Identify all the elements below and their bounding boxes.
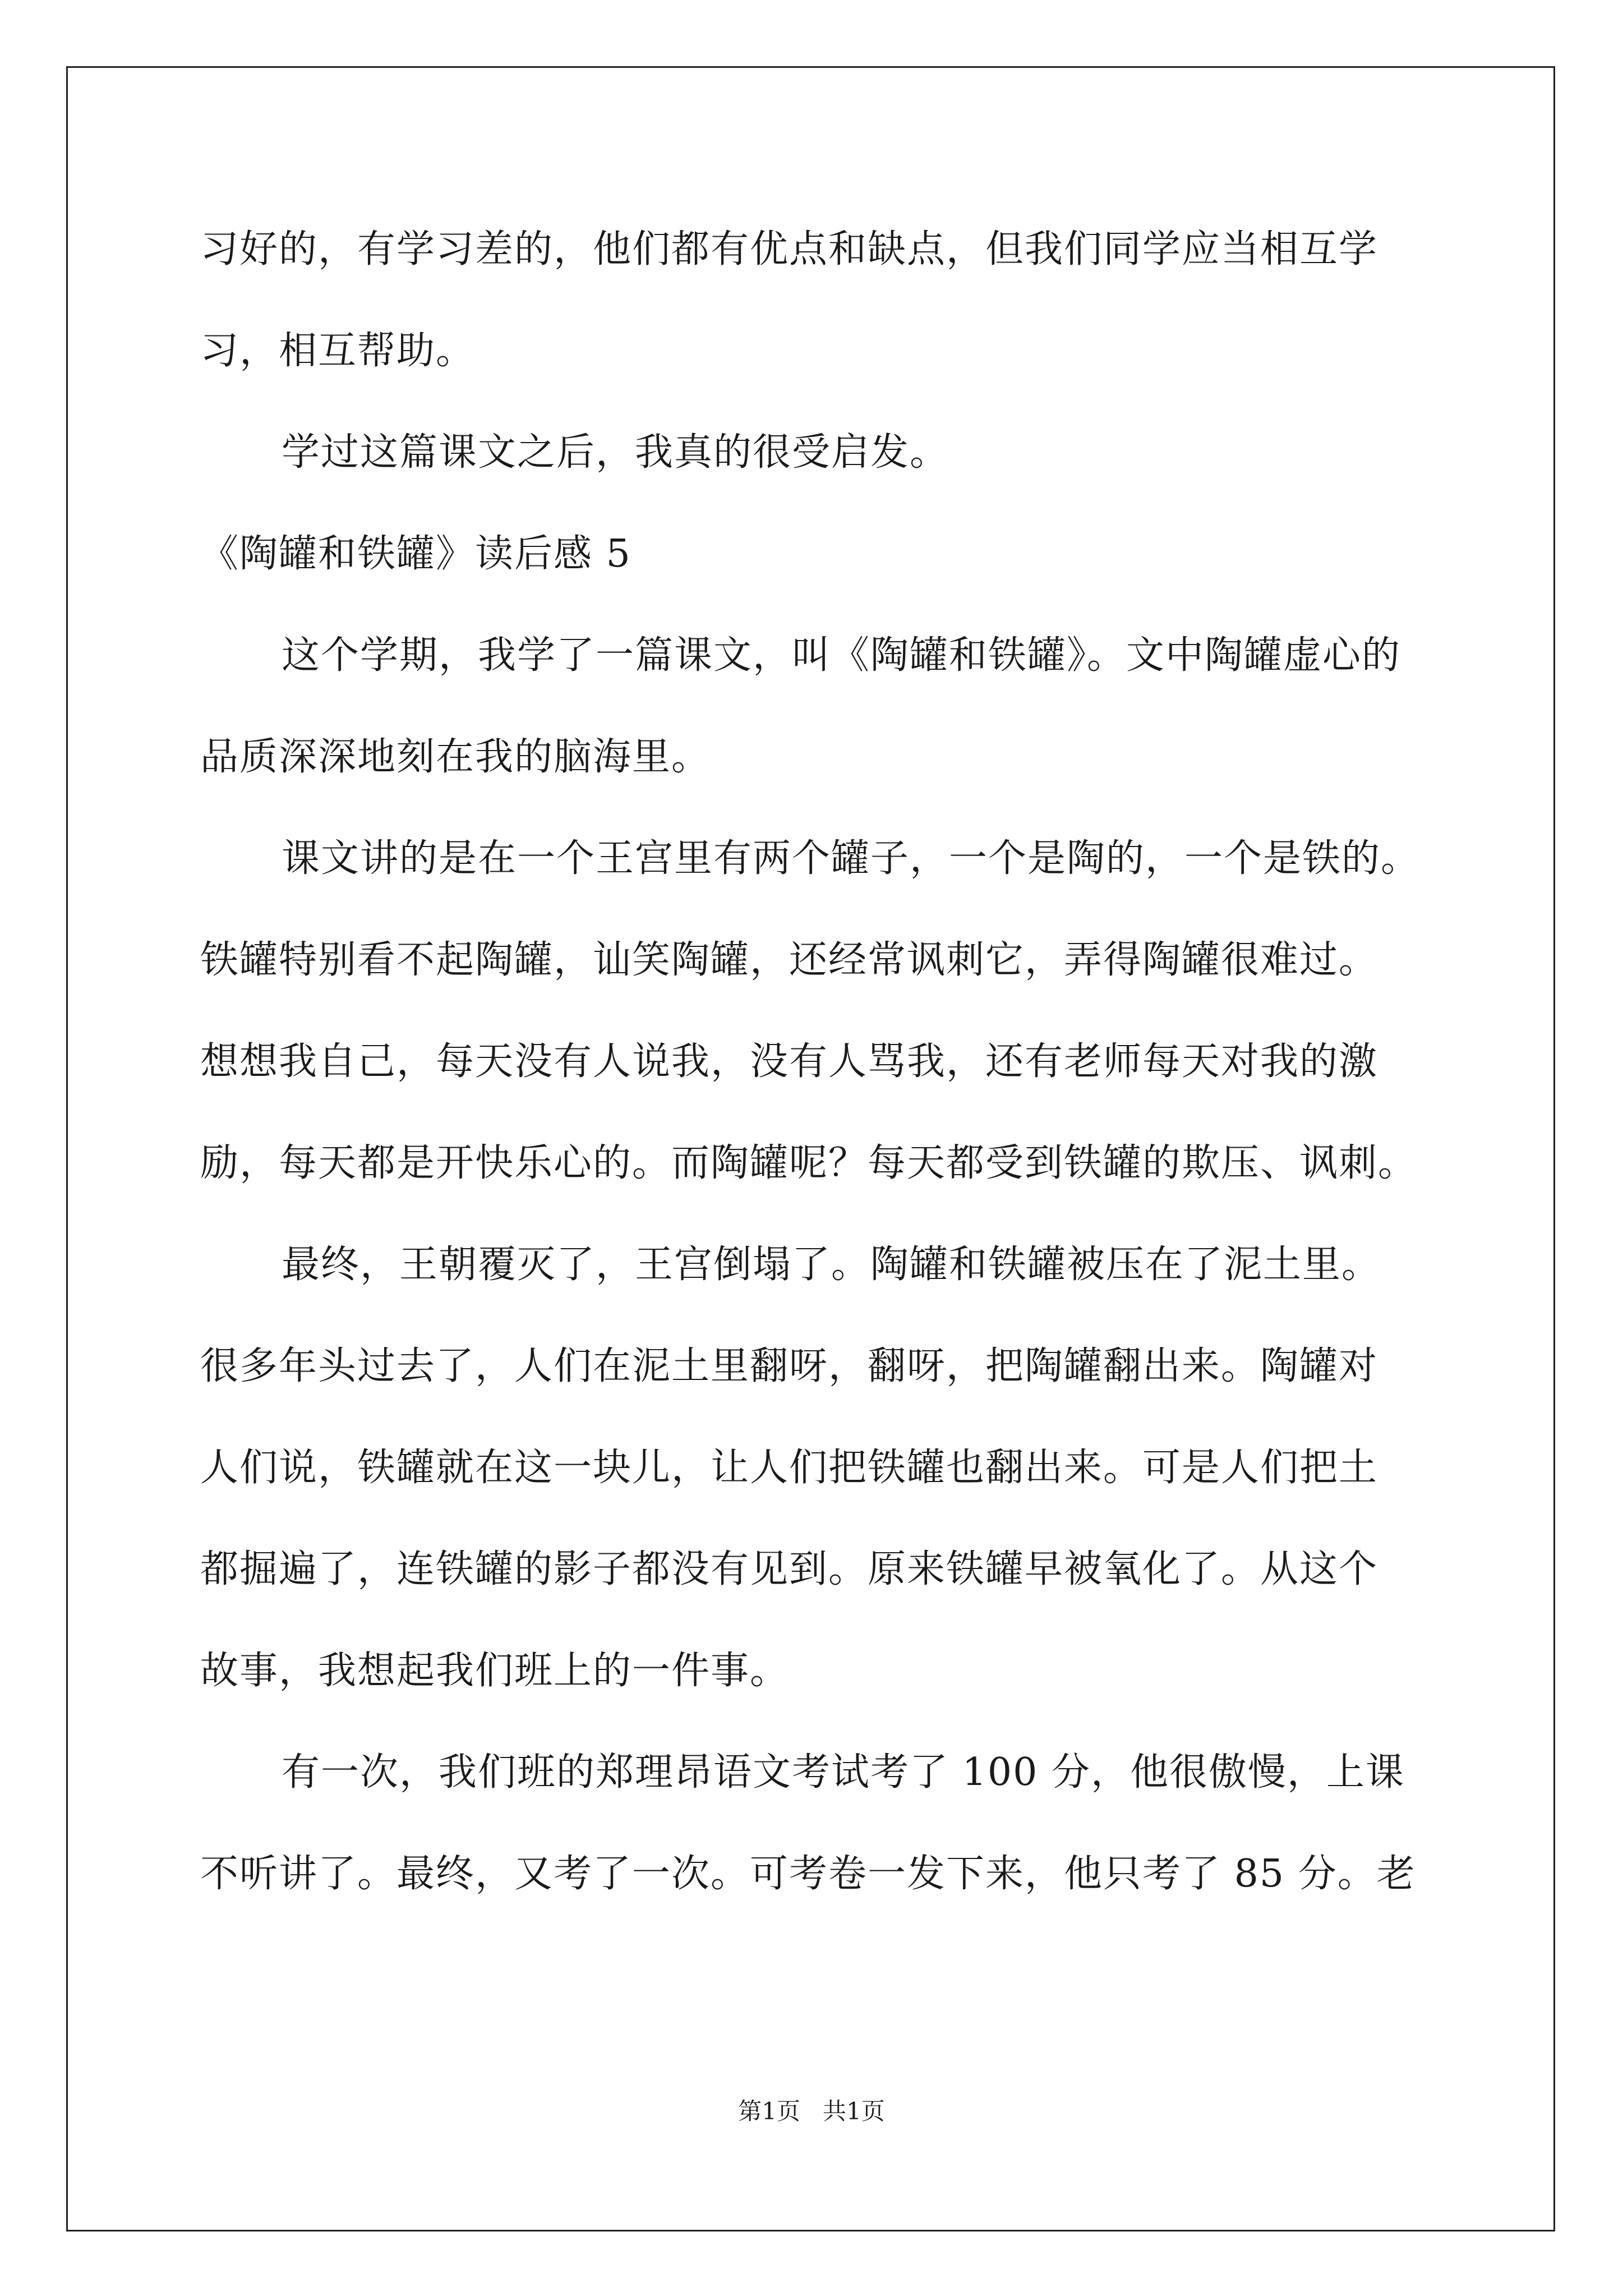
paragraph-line: 学过这篇课文之后，我真的很受启发。 [282,430,949,475]
paragraph-line: 都掘遍了，连铁罐的影子都没有见到。原来铁罐早被氧化了。从这个 [200,1547,1378,1591]
paragraph-line: 习好的，有学习差的，他们都有优点和缺点，但我们同学应当相互学 [200,227,1378,272]
paragraph-line: 想想我自己，每天没有人说我，没有人骂我，还有老师每天对我的激 [200,1039,1378,1084]
section-heading: 《陶罐和铁罐》读后感 5 [200,532,631,576]
paragraph-line: 最终，王朝覆灭了，王宫倒塌了。陶罐和铁罐被压在了泥土里。 [282,1243,1381,1287]
paragraph-line: 有一次，我们班的郑理昂语文考试考了 100 分，他很傲慢，上课 [282,1750,1405,1795]
page-number: 第1页 [738,2097,800,2125]
paragraph-line: 这个学期，我学了一篇课文，叫《陶罐和铁罐》。文中陶罐虚心的 [282,633,1401,678]
paragraph-line: 故事，我想起我们班上的一件事。 [200,1649,790,1693]
paragraph-line: 不听讲了。最终，又考了一次。可考卷一发下来，他只考了 85 分。老 [200,1852,1416,1896]
paragraph-line: 很多年头过去了，人们在泥土里翻呀，翻呀，把陶罐翻出来。陶罐对 [200,1344,1378,1388]
page-footer [0,2095,1623,2128]
paragraph-line: 品质深深地刻在我的脑海里。 [200,735,711,779]
paragraph-line: 人们说，铁罐就在这一块儿，让人们把铁罐也翻出来。可是人们把土 [200,1446,1378,1490]
paragraph-line: 课文讲的是在一个王宫里有两个罐子，一个是陶的，一个是铁的。 [282,836,1421,881]
paragraph-line: 励，每天都是开快乐心的。而陶罐呢？每天都受到铁罐的欺压、讽刺。 [200,1141,1418,1185]
document-body [200,213,1423,1939]
page-total: 共1页 [823,2097,885,2125]
paragraph-line: 习，相互帮助。 [200,329,476,373]
paragraph-line: 铁罐特别看不起陶罐，讪笑陶罐，还经常讽刺它，弄得陶罐很难过。 [200,938,1378,982]
